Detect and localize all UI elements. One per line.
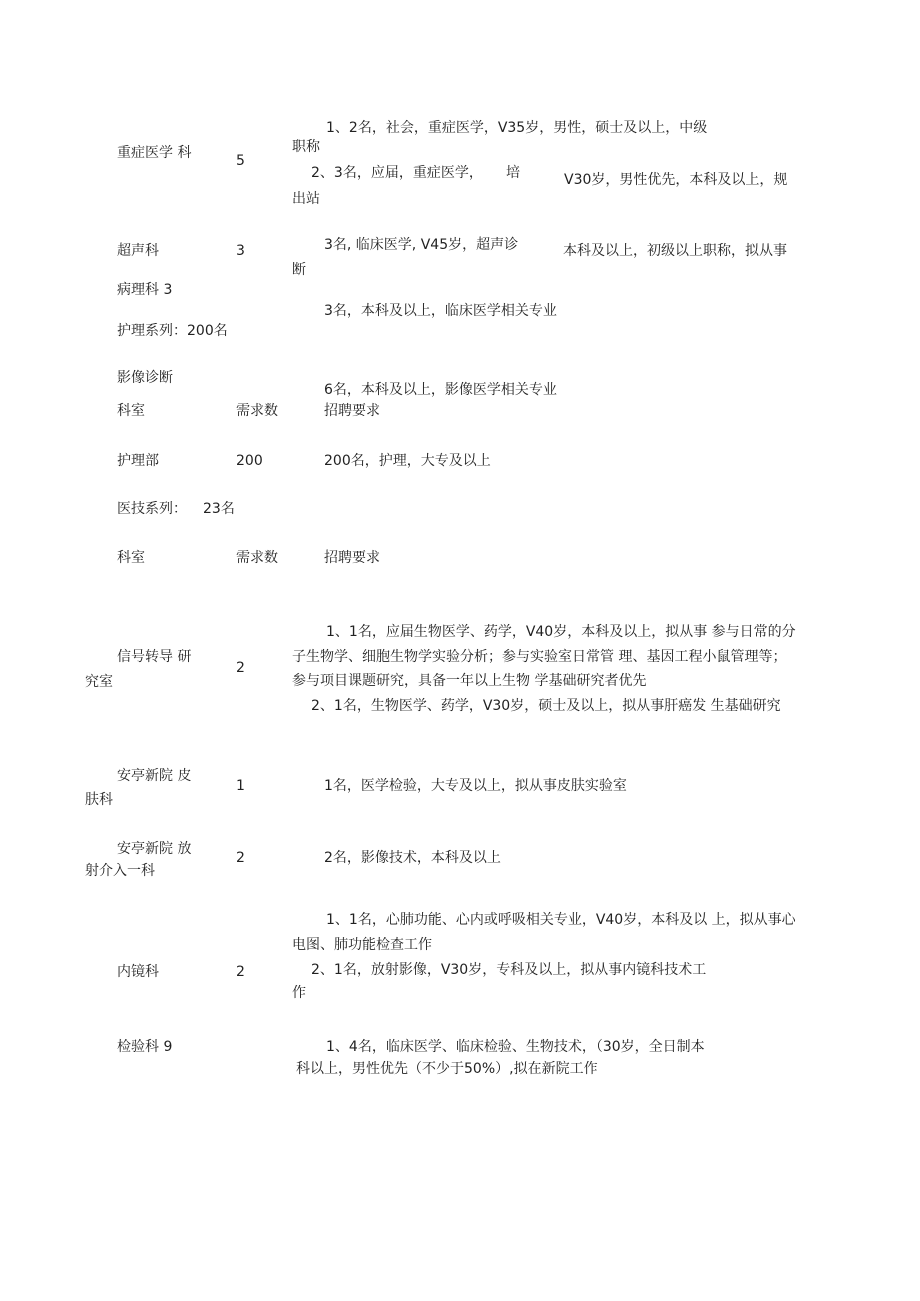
- anting-radio-req: 2名，影像技术，本科及以上: [324, 850, 501, 866]
- endoscopy-req-2-line-2: 作: [292, 985, 306, 1001]
- icu-req-2-part-3: V30岁，男性优先，本科及以上，规: [564, 172, 788, 188]
- signal-req-1-line-1: 1、1名，应届生物医学、药学，V40岁，本科及以上，拟从事 参与日常的分: [326, 624, 796, 640]
- ultrasound-count: 3: [236, 243, 245, 259]
- anting-radio-dept-name-1: 安亭新院 放: [117, 841, 192, 857]
- signal-dept-name-1: 信号转导 研: [117, 649, 192, 665]
- imaging-dept-name: 影像诊断: [117, 370, 173, 386]
- ultrasound-req-part-2: 本科及以上，初级以上职称，拟从事: [563, 243, 787, 259]
- icu-count: 5: [236, 153, 245, 169]
- nursing-col-req: 招聘要求: [324, 403, 380, 419]
- anting-radio-dept-name-2: 射介入一科: [85, 863, 155, 879]
- lab-req-line-2: 科以上，男性优先（不少于50%）,拟在新院工作: [296, 1061, 598, 1077]
- lab-req-line-1: 1、4名，临床医学、临床检验、生物技术，（30岁，全日制本: [326, 1039, 705, 1055]
- pathology-req: 3名，本科及以上，临床医学相关专业: [324, 303, 557, 319]
- nursing-col-dept: 科室: [117, 403, 145, 419]
- endoscopy-req-1-line-1: 1、1名，心肺功能、心内或呼吸相关专业，V40岁，本科及以 上，拟从事心: [326, 912, 796, 928]
- signal-req-1-line-2: 子生物学、细胞生物学实验分析；参与实验室日常管 理、基因工程小鼠管理等；: [292, 649, 787, 665]
- anting-derm-dept-name-1: 安亭新院 皮: [117, 768, 192, 784]
- endoscopy-req-1-line-2: 电图、肺功能检查工作: [292, 937, 432, 953]
- icu-req-1-line-1: 1、2名，社会，重症医学，V35岁，男性，硕士及以上，中级: [326, 120, 708, 136]
- medtech-col-req: 招聘要求: [324, 550, 380, 566]
- icu-req-1-line-2: 职称: [292, 139, 320, 155]
- endoscopy-req-2-line-1: 2、1名，放射影像，V30岁，专科及以上，拟从事内镜科技术工: [311, 962, 707, 978]
- endoscopy-count: 2: [236, 964, 245, 980]
- pathology-dept: 病理科 3: [117, 282, 173, 298]
- icu-dept-name: 重症医学 科: [117, 145, 192, 161]
- signal-req-1-line-3: 参与项目课题研究，具备一年以上生物 学基础研究者优先: [292, 673, 647, 689]
- signal-count: 2: [236, 660, 245, 676]
- anting-derm-req: 1名，医学检验，大专及以上，拟从事皮肤实验室: [324, 778, 627, 794]
- medtech-col-dept: 科室: [117, 550, 145, 566]
- ultrasound-req-part-1: 3名, 临床医学, V45岁，超声诊: [324, 237, 519, 253]
- signal-dept-name-2: 究室: [85, 674, 113, 690]
- ultrasound-dept-name: 超声科: [117, 243, 159, 259]
- signal-req-2: 2、1名，生物医学、药学，V30岁，硕士及以上，拟从事肝癌发 生基础研究: [311, 698, 781, 714]
- nursing-count: 200: [236, 453, 263, 469]
- nursing-series-heading: 护理系列：200名: [117, 323, 228, 339]
- anting-radio-count: 2: [236, 850, 245, 866]
- anting-derm-dept-name-2: 肤科: [85, 792, 113, 808]
- medtech-series-heading: 医技系列：: [117, 501, 187, 517]
- lab-dept: 检验科 9: [117, 1039, 173, 1055]
- endoscopy-dept-name: 内镜科: [117, 964, 159, 980]
- ultrasound-req-line-2: 断: [292, 262, 306, 278]
- anting-derm-count: 1: [236, 778, 245, 794]
- nursing-dept-name: 护理部: [117, 453, 159, 469]
- icu-req-2-part-1: 2、3名，应届，重症医学，: [311, 165, 483, 181]
- icu-req-2-line-2: 出站: [292, 191, 320, 207]
- imaging-req: 6名，本科及以上，影像医学相关专业: [324, 382, 557, 398]
- nursing-req: 200名，护理，大专及以上: [324, 453, 491, 469]
- medtech-col-count: 需求数: [236, 550, 278, 566]
- nursing-col-count: 需求数: [236, 403, 278, 419]
- icu-req-2-part-2: 培: [506, 165, 520, 181]
- medtech-series-total: 23名: [203, 501, 235, 517]
